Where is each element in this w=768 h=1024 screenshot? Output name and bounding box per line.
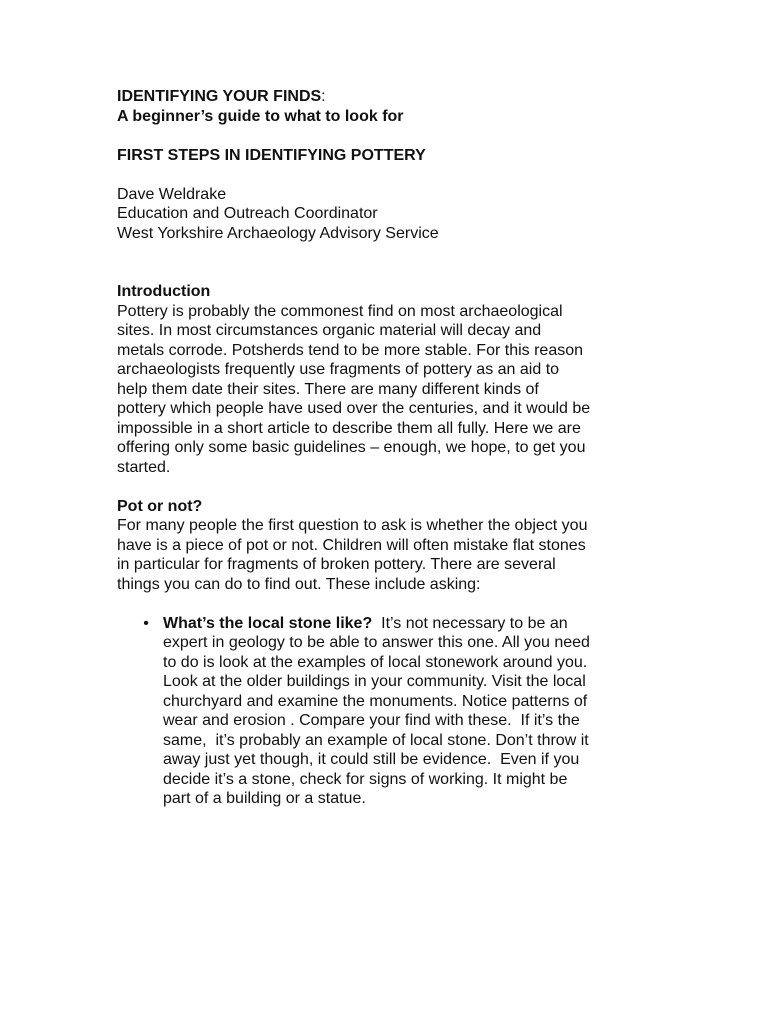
pot-or-not-heading: Pot or not? (117, 497, 203, 515)
bullet-first-line-rest: It’s not necessary to be an (372, 614, 568, 632)
document-page (117, 87, 657, 809)
introduction-line: offering only some basic guidelines – enough, we hope, to get you (117, 439, 586, 456)
introduction-line: impossible in a short article to describe them all fully. Here we are (117, 419, 581, 437)
introduction-line: help them date their sites. There are many different kinds of (117, 380, 539, 398)
introduction-line: archaeologists frequently use fragments of pottery as an aid to (117, 361, 560, 378)
bullet-list (117, 614, 657, 809)
author-organization: West Yorkshire Archaeology Advisory Service (117, 224, 439, 242)
pot-or-not-paragraph (117, 516, 657, 594)
bullet-line: to do is look at the examples of local stonework around you. (163, 653, 588, 671)
bullet-line: churchyard and examine the monuments. Notice patterns of (163, 692, 588, 710)
author-name: Dave Weldrake (117, 185, 227, 203)
introduction-line: Pottery is probably the commonest find on most archaeological (117, 302, 563, 320)
introduction-line: pottery which people have used over the centuries, and it would be (117, 400, 591, 417)
bullet-line: part of a building or a statue. (163, 790, 366, 807)
bullet-marker: • (143, 614, 149, 632)
introduction-line: started. (117, 458, 171, 476)
bullet-line: expert in geology to be able to answer this one. All you need (163, 634, 590, 651)
pot-or-not-line: things you can do to find out. These include asking: (117, 575, 481, 593)
bullet-line: wear and erosion . Compare your find with these. If it’s the (163, 712, 580, 729)
introduction-line: sites. In most circumstances organic material will decay and (117, 322, 542, 339)
document-title (117, 87, 657, 107)
introduction-heading: Introduction (117, 283, 211, 300)
bullet-first-line (163, 614, 657, 634)
list-item (117, 614, 657, 809)
bullet-line: away just yet though, it could still be evidence. Even if you (163, 751, 580, 768)
document-title-colon: : (321, 88, 326, 105)
document-subtitle: A beginner’s guide to what to look for (117, 107, 404, 125)
pot-or-not-line: in particular for fragments of broken pottery. There are several (117, 556, 556, 573)
author-role: Education and Outreach Coordinator (117, 205, 378, 222)
bullet-lead: What’s the local stone like? (163, 614, 373, 632)
section-title: FIRST STEPS IN IDENTIFYING POTTERY (117, 146, 426, 164)
bullet-line: same, it’s probably an example of local stone. Don’t throw it (163, 731, 589, 749)
document-title-text: IDENTIFYING YOUR FINDS (117, 88, 322, 105)
pot-or-not-line: have is a piece of pot or not. Children will often mistake flat stones (117, 536, 586, 554)
bullet-line: decide it’s a stone, check for signs of working. It might be (163, 770, 568, 788)
introduction-paragraph (117, 302, 657, 478)
introduction-line: metals corrode. Potsherds tend to be more stable. For this reason (117, 341, 584, 359)
bullet-line: Look at the older buildings in your community. Visit the local (163, 673, 586, 690)
pot-or-not-line: For many people the first question to ask is whether the object you (117, 517, 588, 534)
